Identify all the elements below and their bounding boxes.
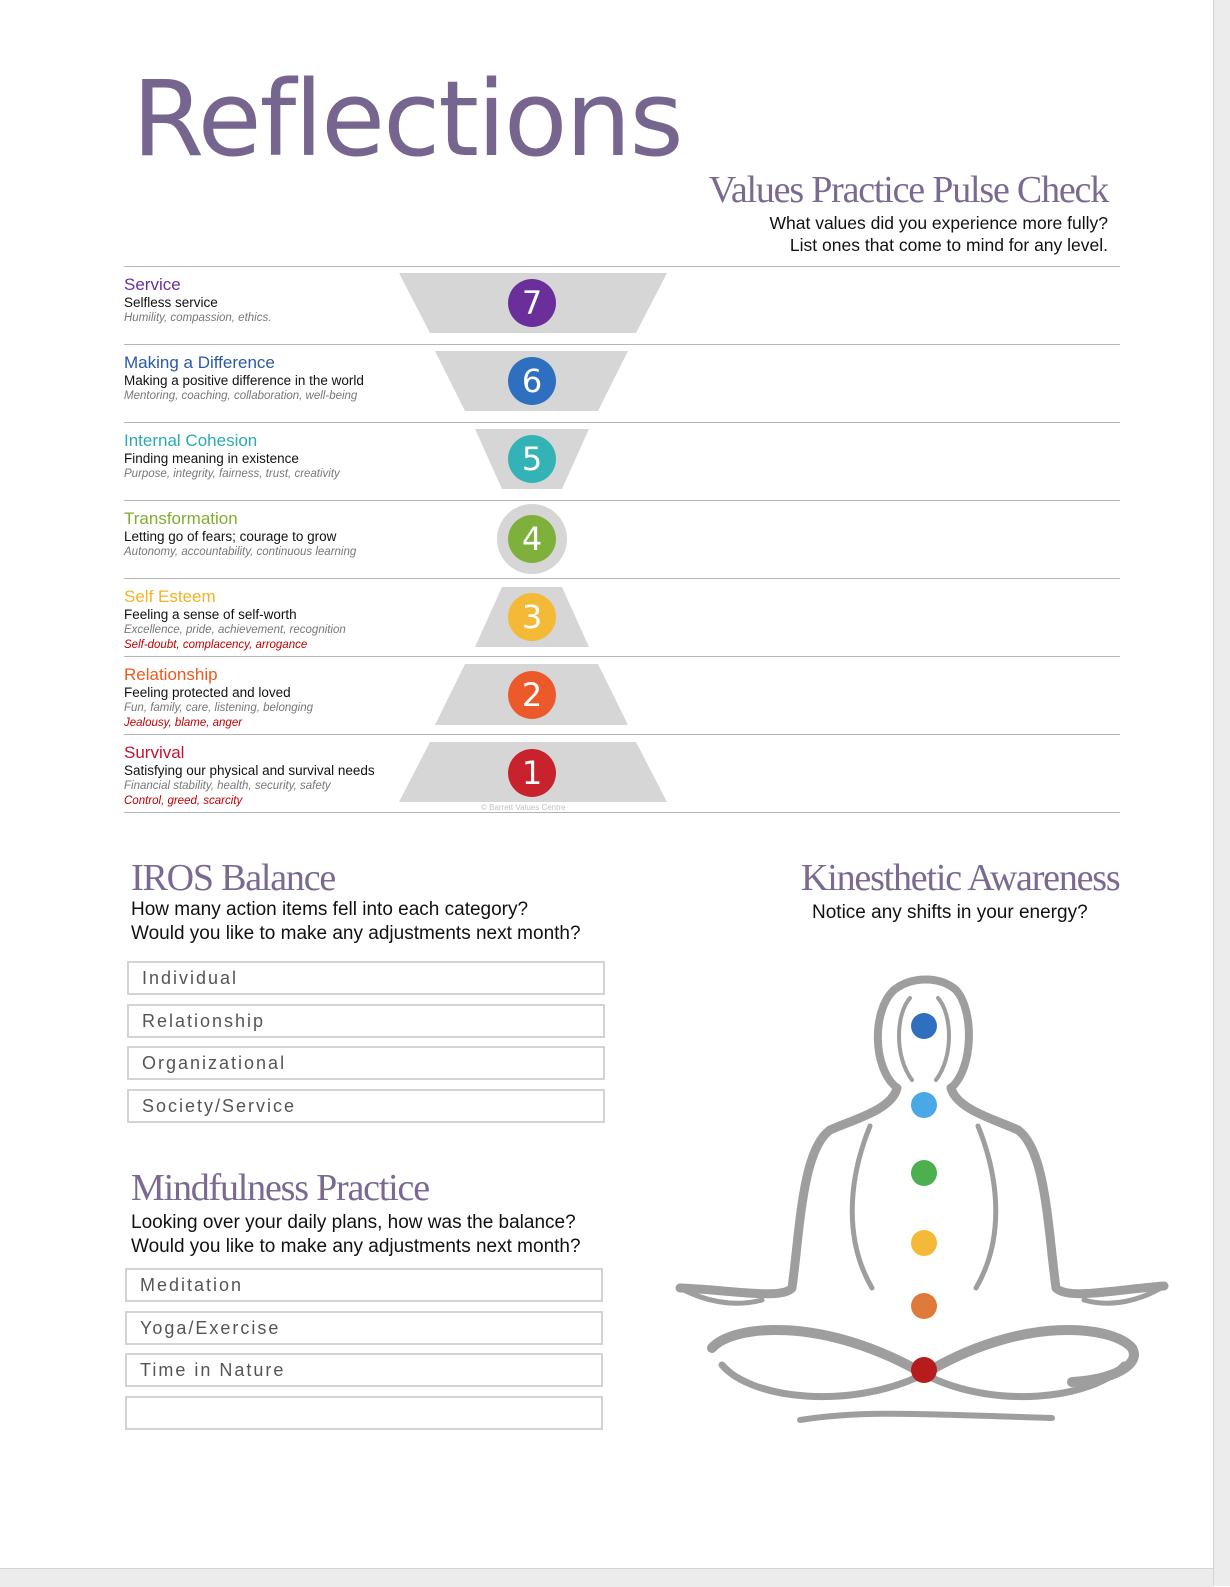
level-row — [124, 578, 1120, 656]
page-edge-bottom — [0, 1568, 1213, 1587]
mindfulness-instructions — [131, 1211, 581, 1259]
level-values: Humility, compassion, ethics. — [124, 312, 272, 324]
iros-individual-field[interactable]: Individual — [127, 961, 605, 995]
kinesthetic-instruction: Notice any shifts in your energy? — [812, 902, 1088, 923]
level-row — [124, 344, 1120, 422]
page-edge-right — [1213, 0, 1230, 1586]
solar-plexus-chakra-dot — [911, 1230, 937, 1256]
level-description: Selfless service — [124, 295, 218, 310]
level-shape — [124, 579, 724, 656]
level-shape — [124, 345, 724, 422]
level-row — [124, 266, 1120, 344]
level-shape — [124, 267, 724, 344]
level-shape — [124, 423, 724, 500]
sacral-chakra-dot — [911, 1293, 937, 1319]
level-description: Finding meaning in existence — [124, 451, 299, 466]
level-values: Purpose, integrity, fairness, trust, creativity — [124, 468, 340, 480]
level-name: Making a Difference — [124, 353, 275, 372]
level-number-badge: 3 — [508, 593, 556, 641]
level-row — [124, 500, 1120, 578]
level-description: Letting go of fears; courage to grow — [124, 529, 337, 544]
level-values: Mentoring, coaching, collaboration, well-being — [124, 390, 358, 402]
level-number-badge: 4 — [508, 515, 556, 563]
level-name: Transformation — [124, 509, 238, 528]
level-name: Relationship — [124, 665, 218, 684]
level-number-badge: 1 — [508, 749, 556, 797]
level-negative: Control, greed, scarcity — [124, 795, 243, 807]
level-number-badge: 7 — [508, 279, 556, 327]
level-description: Feeling protected and loved — [124, 685, 291, 700]
mindfulness-blank-field[interactable] — [125, 1396, 603, 1430]
iros-fields — [127, 961, 605, 1131]
kinesthetic-title: Kinesthetic Awareness — [801, 857, 1120, 899]
level-number-badge: 2 — [508, 671, 556, 719]
level-number-badge: 6 — [508, 357, 556, 405]
level-name: Survival — [124, 743, 185, 762]
iros-organizational-field[interactable]: Organizational — [127, 1046, 605, 1080]
iros-line-2: Would you like to make any adjustments next month? — [131, 923, 581, 944]
iros-relationship-field[interactable]: Relationship — [127, 1004, 605, 1038]
page-title: Reflections — [132, 58, 682, 180]
level-values: Excellence, pride, achievement, recognition — [124, 624, 346, 636]
level-row — [124, 422, 1120, 500]
level-shape — [124, 657, 724, 734]
copyright-notice: © Barrett Values Centre — [481, 803, 566, 812]
level-negative: Self-doubt, complacency, arrogance — [124, 639, 308, 651]
mindfulness-time-in-nature-field[interactable]: Time in Nature — [125, 1353, 603, 1387]
level-name: Internal Cohesion — [124, 431, 258, 450]
level-number-badge: 5 — [508, 435, 556, 483]
level-values: Autonomy, accountability, continuous learning — [124, 546, 357, 558]
level-name: Service — [124, 275, 181, 294]
level-row — [124, 656, 1120, 734]
iros-line-1: How many action items fell into each category? — [131, 899, 529, 920]
meditation-figure-icon — [672, 970, 1172, 1440]
root-chakra-dot — [911, 1357, 937, 1383]
crown-chakra-dot — [911, 1013, 937, 1039]
iros-title: IROS Balance — [131, 857, 336, 899]
values-levels — [124, 266, 1120, 813]
level-description: Satisfying our physical and survival needs — [124, 763, 375, 778]
mindfulness-fields — [125, 1268, 603, 1438]
mindfulness-meditation-field[interactable]: Meditation — [125, 1268, 603, 1302]
level-description: Feeling a sense of self-worth — [124, 607, 297, 622]
level-values: Financial stability, health, security, safety — [124, 780, 331, 792]
heart-chakra-dot — [911, 1160, 937, 1186]
pulse-check-line-1: What values did you experience more fully? — [769, 213, 1108, 233]
throat-chakra-dot — [911, 1092, 937, 1118]
level-row — [124, 734, 1120, 813]
pulse-check-title: Values Practice Pulse Check — [708, 169, 1108, 211]
level-negative: Jealousy, blame, anger — [124, 717, 243, 729]
mindfulness-line-1: Looking over your daily plans, how was the balance? — [131, 1212, 576, 1233]
level-shape — [124, 735, 724, 812]
pulse-check-line-2: List ones that come to mind for any level. — [789, 235, 1108, 255]
pulse-check-instructions — [769, 212, 1108, 256]
level-description: Making a positive difference in the world — [124, 373, 364, 388]
level-name: Self Esteem — [124, 587, 216, 606]
mindfulness-line-2: Would you like to make any adjustments next month? — [131, 1236, 581, 1257]
mindfulness-title: Mindfulness Practice — [131, 1167, 429, 1209]
mindfulness-yoga-exercise-field[interactable]: Yoga/Exercise — [125, 1311, 603, 1345]
iros-instructions — [131, 898, 581, 946]
level-shape — [124, 501, 724, 578]
iros-society-service-field[interactable]: Society/Service — [127, 1089, 605, 1123]
level-values: Fun, family, care, listening, belonging — [124, 702, 313, 714]
